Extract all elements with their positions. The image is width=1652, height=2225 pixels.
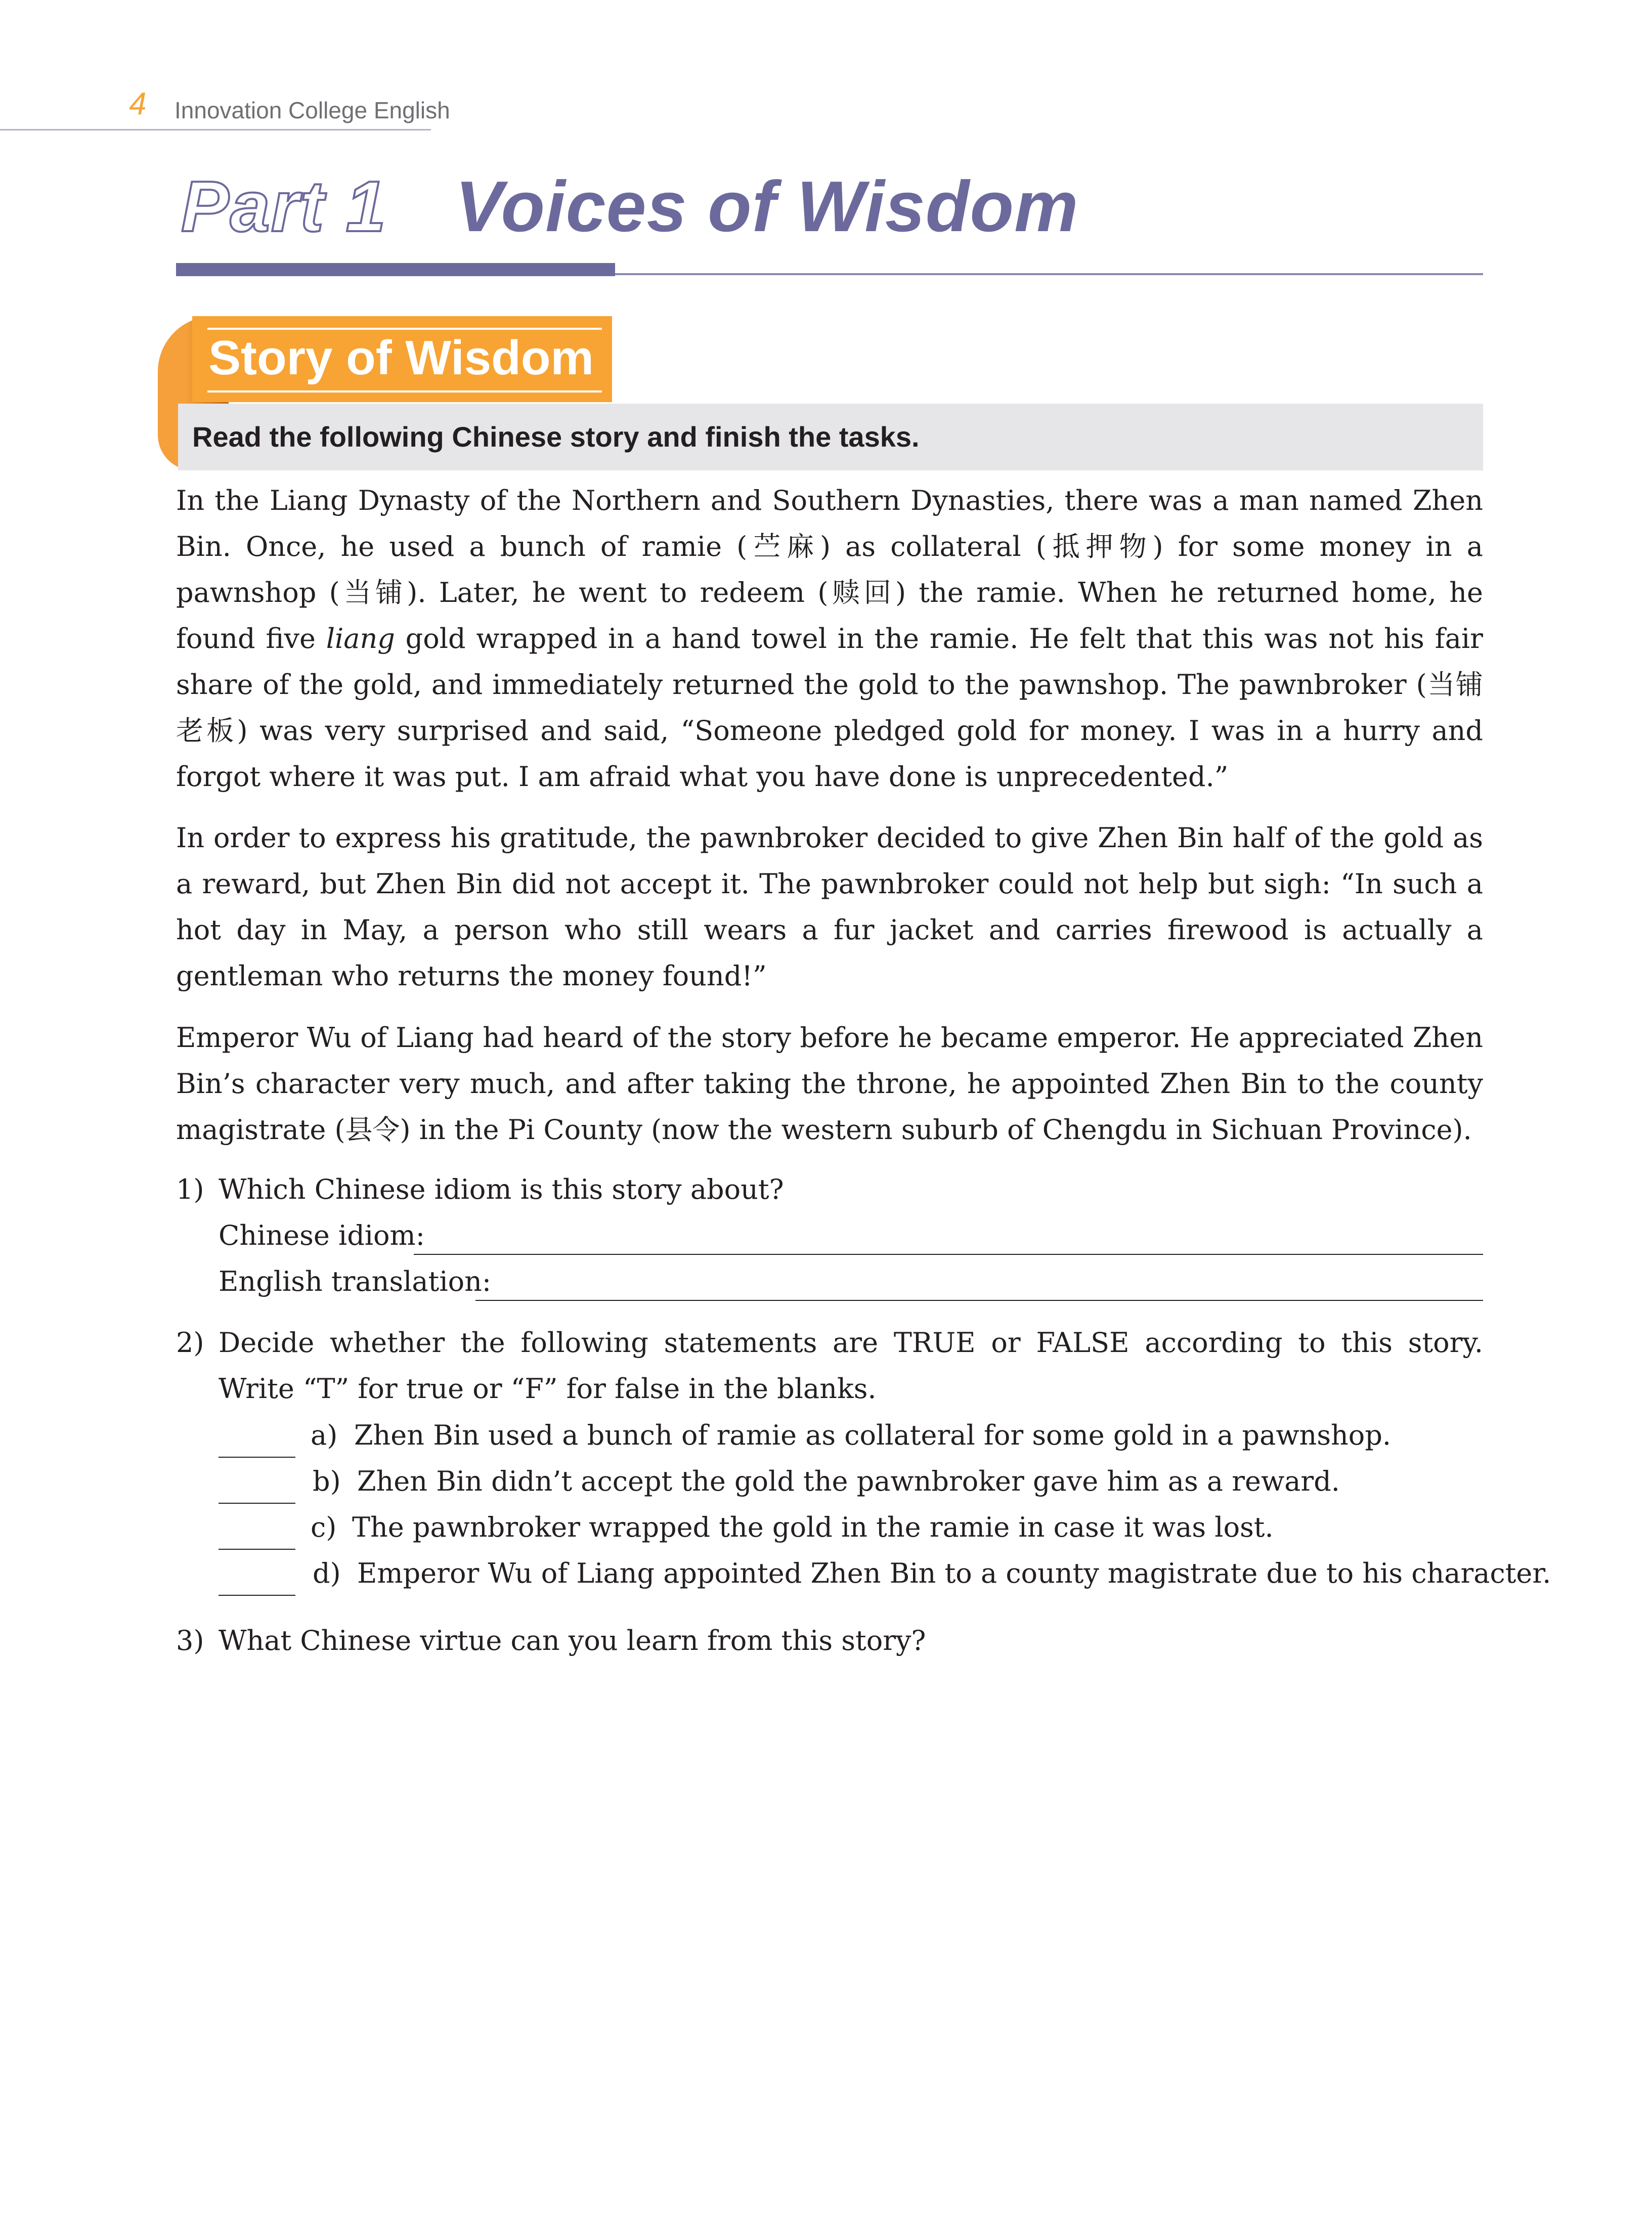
story-paragraph-3: Emperor Wu of Liang had heard of the story before he became emperor. He appreciated Zhen Bin’s character very much, and after taking the throne, he appointed Zhen Bin to the county magistrate (县令) in the Pi County (now the western suburb of Chengdu in Sichuan Province). [176,1022,1483,1146]
tf-item-text: Zhen Bin used a bunch of ramie as collateral for some gold in a pawnshop. [354,1419,1392,1451]
section-banner-line-top [207,328,602,330]
header-rule [0,129,431,130]
book-title: Innovation College English [175,97,450,123]
part-title: Voices of Wisdom [455,166,1079,247]
tf-item-text: Emperor Wu of Liang appointed Zhen Bin to a county magistrate due to his character. [357,1557,1551,1589]
tf-blank-a[interactable] [219,1457,295,1458]
liang-term: liang [326,623,395,655]
tf-blank-d[interactable] [219,1595,295,1596]
story-paragraph-1-part-a: In the Liang Dynasty of the Northern and Southern Dynasties, there was a man named Zhen Bin. Once, he used a bunch of ramie (苎麻) as collateral (抵押物) for some money in a pawnshop (当铺). Later, he went to redeem (赎回) the ramie. When he returned home, he found five [176,485,1483,655]
tf-item-letter: b) [313,1465,341,1497]
title-underline-rule [615,273,1483,275]
story-paragraph-1-part-b: gold wrapped in a hand towel in the ramie. He felt that this was not his fair share of the gold, and immediately returned the gold to the pawnshop. The pawnbroker (当铺老板) was very surprised and said, “Someone pledged gold for money. I was in a hurry and forgot where it was put. I am afraid what you have done is unprecedented.” [176,623,1483,793]
tf-blank-c[interactable] [219,1549,295,1550]
tf-blank-b[interactable] [219,1503,295,1504]
instruction-text: Read the following Chinese story and finish the tasks. [192,421,920,453]
chinese-idiom-label: Chinese idiom: [219,1219,425,1251]
story-paragraph-2: In order to express his gratitude, the pawnbroker decided to give Zhen Bin half of the gold as a reward, but Zhen Bin did not accept it. The pawnbroker could not help but sigh: “In such a hot day in May, a person who still wears a fur jacket and carries firewood is actually a gentleman who returns the money found!” [176,822,1483,992]
english-translation-answer-line[interactable] [475,1300,1483,1301]
question-3-text: What Chinese virtue can you learn from this story? [219,1625,926,1656]
part-label: Part 1 [181,166,387,247]
english-translation-label: English translation: [219,1266,492,1297]
page-number: 4 [129,86,147,121]
section-title: Story of Wisdom [208,331,594,385]
story-paragraph-1 [176,477,1483,800]
tf-item-text: The pawnbroker wrapped the gold in the ramie in case it was lost. [352,1511,1274,1543]
question-2-number: 2) [176,1327,204,1359]
section-banner-line-bottom [207,390,602,392]
question-2-text: Decide whether the following statements are TRUE or FALSE according to this story. Write “T” for true or “F” for false in the blanks. [219,1327,1483,1405]
chinese-idiom-answer-line[interactable] [414,1254,1483,1255]
question-1-number: 1) [176,1173,204,1205]
tf-item-letter: a) [311,1419,338,1451]
tf-item-letter: d) [313,1557,341,1589]
question-1-text: Which Chinese idiom is this story about? [219,1173,784,1205]
tf-item-text: Zhen Bin didn’t accept the gold the pawnbroker gave him as a reward. [357,1465,1340,1497]
tf-item-letter: c) [311,1511,337,1543]
title-underline-bar [176,263,615,276]
question-3-number: 3) [176,1625,204,1656]
